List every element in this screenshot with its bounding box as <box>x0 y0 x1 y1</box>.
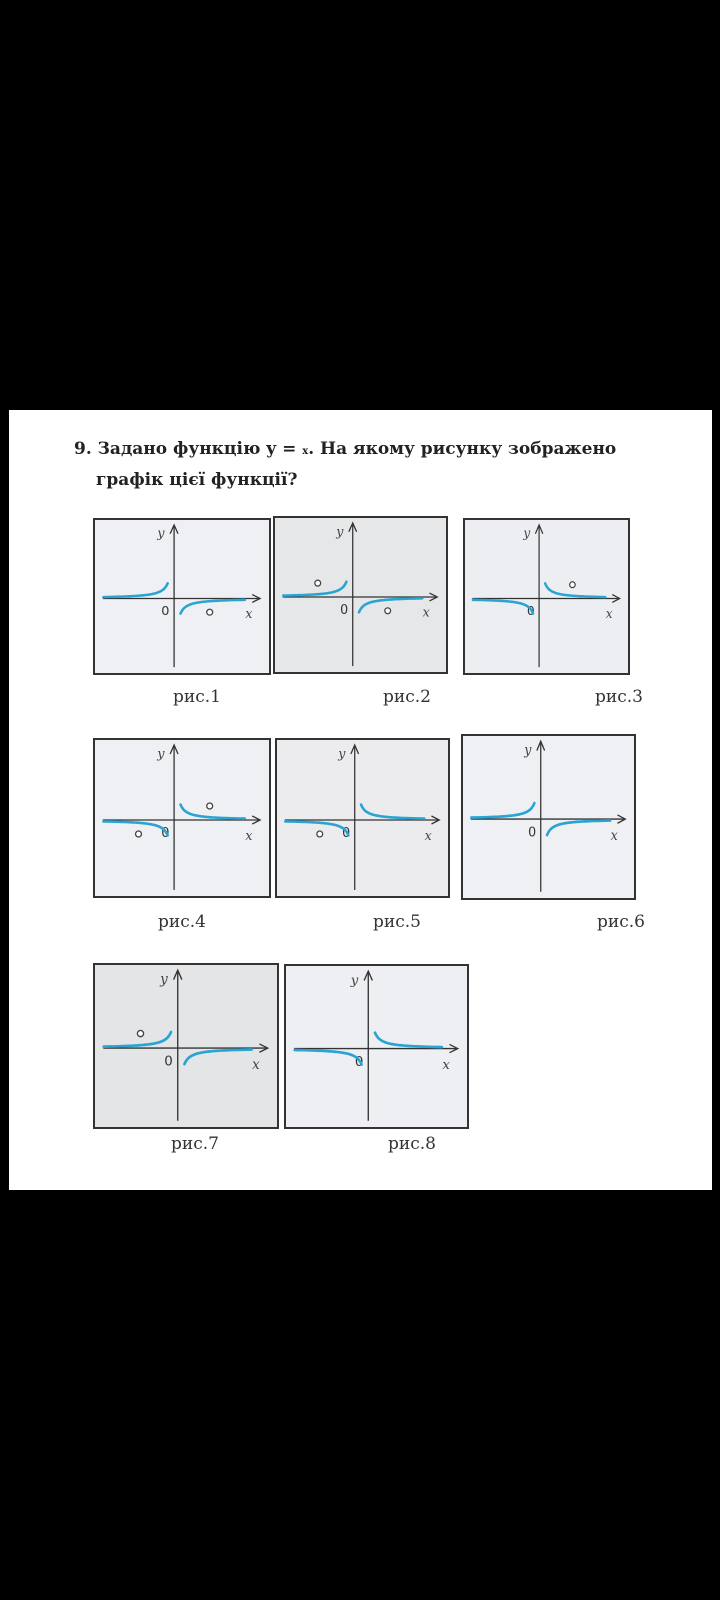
open-point-left <box>317 831 323 837</box>
x-axis-label: x <box>422 605 430 621</box>
figure-6[interactable] <box>461 734 636 900</box>
caption-7: рис.7 <box>171 1134 219 1154</box>
x-axis-label: x <box>605 605 613 622</box>
open-point-left <box>137 1030 143 1036</box>
curve-quadrant-2 <box>103 583 167 597</box>
figure-1[interactable] <box>93 518 271 675</box>
origin-label: 0 <box>354 1055 364 1071</box>
question-part2: . На якому рисунку зображено <box>308 439 617 459</box>
y-axis-label: y <box>160 971 168 988</box>
figure-8[interactable] <box>284 964 469 1129</box>
origin-label: 0 <box>342 825 351 842</box>
graph-4 <box>95 740 269 896</box>
origin-label: 0 <box>161 825 170 842</box>
caption-8: рис.8 <box>388 1134 436 1154</box>
y-axis-label: y <box>157 526 165 542</box>
x-axis-label: x <box>442 1058 450 1074</box>
curve-quadrant-3 <box>295 1050 362 1064</box>
y-axis-label: y <box>157 746 165 763</box>
graph-8 <box>286 966 467 1127</box>
caption-2: рис.2 <box>383 687 431 707</box>
caption-6: рис.6 <box>597 912 645 932</box>
curve-quadrant-1 <box>375 1033 442 1047</box>
curve-quadrant-4 <box>184 1050 251 1065</box>
open-point-right <box>385 608 391 614</box>
x-axis-label: x <box>252 1056 260 1073</box>
open-point-left <box>136 831 142 837</box>
curve-quadrant-4 <box>547 821 610 836</box>
question-fraction: x <box>302 446 309 457</box>
y-axis-label: y <box>350 973 359 989</box>
graph-1 <box>95 520 269 673</box>
x-axis-label: x <box>245 828 253 845</box>
curve-quadrant-2 <box>471 803 534 818</box>
origin-label: 0 <box>164 1053 173 1070</box>
y-axis-label: y <box>338 746 346 763</box>
origin-label: 0 <box>527 602 535 619</box>
caption-4: рис.4 <box>158 912 206 932</box>
y-axis-label: y <box>523 525 531 541</box>
x-axis-label: x <box>245 607 253 623</box>
curve-quadrant-1 <box>361 805 424 819</box>
question-text <box>74 435 634 494</box>
origin-label: 0 <box>340 602 349 618</box>
graph-2 <box>275 518 446 672</box>
figure-2[interactable] <box>273 516 448 674</box>
x-axis-label: x <box>610 828 618 844</box>
curve-quadrant-3 <box>473 600 533 614</box>
figure-5[interactable] <box>275 738 450 898</box>
question-line2: графік цієї функції? <box>96 470 298 490</box>
caption-3: рис.3 <box>595 687 643 707</box>
open-point-right <box>207 803 213 809</box>
graph-7 <box>95 965 277 1127</box>
figure-4[interactable] <box>93 738 271 898</box>
graph-5 <box>277 740 448 896</box>
graph-3 <box>465 520 628 673</box>
figure-7[interactable] <box>93 963 279 1129</box>
graph-6 <box>463 736 634 898</box>
x-axis-label: x <box>424 828 432 845</box>
y-axis-label: y <box>336 524 344 540</box>
origin-label: 0 <box>161 604 170 620</box>
origin-label: 0 <box>528 825 537 841</box>
open-point-right <box>570 582 576 588</box>
figure-3[interactable] <box>463 518 630 675</box>
caption-5: рис.5 <box>373 912 421 932</box>
open-point-left <box>315 580 321 586</box>
worksheet-page <box>9 410 712 1190</box>
open-point-right <box>207 609 213 615</box>
y-axis-label: y <box>524 743 532 759</box>
caption-1: рис.1 <box>173 687 221 707</box>
question-part1: 9. Задано функцію y = <box>74 439 303 459</box>
